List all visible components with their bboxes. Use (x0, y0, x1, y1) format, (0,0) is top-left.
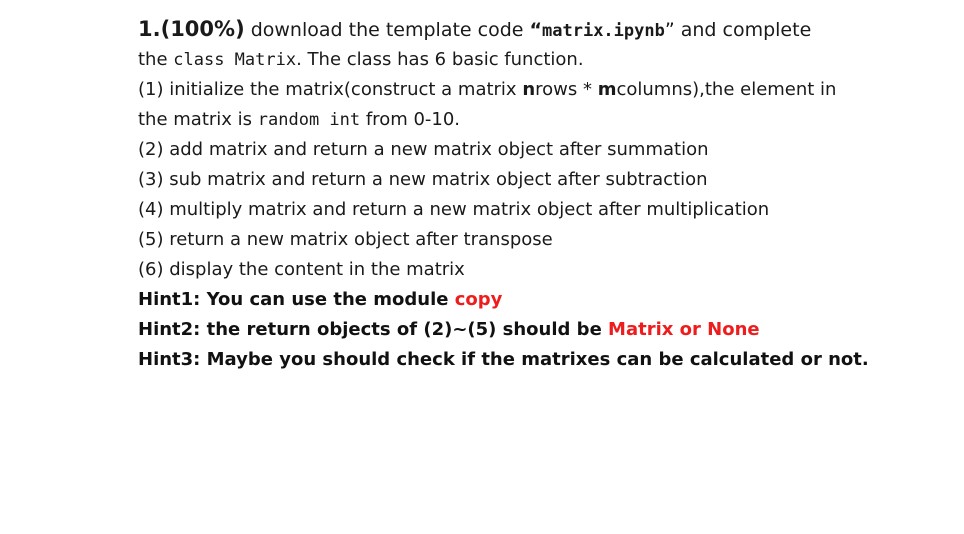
random-int-code: random int (257, 110, 361, 130)
template-filename: matrix.ipynb (542, 21, 665, 41)
open-quote: “ (529, 19, 543, 41)
task-weight: (100%) (160, 17, 245, 41)
class-description-line (138, 45, 928, 75)
hint-3-text: Hint3: Maybe you should check if the matrixes can be calculated or not. (138, 349, 869, 370)
close-quote: ” (664, 19, 675, 41)
hint-3 (138, 345, 928, 375)
class-line-pre: the (138, 49, 174, 70)
class-line-post: . The class has 6 basic function. (296, 49, 584, 70)
item-1-cont-pre: the matrix is (138, 109, 258, 130)
task-number: 1. (138, 17, 161, 41)
item-1-pre: (1) initialize the matrix(construct a matrix (138, 79, 523, 100)
item-1-mid: rows * (535, 79, 598, 100)
hint-2-text: Hint2: the return objects of (2)~(5) should be (138, 319, 609, 340)
hint-1-highlight: copy (454, 289, 503, 310)
item-5-line: (5) return a new matrix object after transpose (138, 229, 553, 250)
item-1-cont-post: from 0-10. (360, 109, 461, 130)
item-3-line: (3) sub matrix and return a new matrix object after subtraction (138, 169, 708, 190)
item-4-line: (4) multiply matrix and return a new matrix object after multiplication (138, 199, 770, 220)
item-1-n: n (522, 79, 536, 100)
item-1-m: m (597, 79, 617, 100)
task-heading (138, 13, 928, 45)
class-name-code: class Matrix (173, 50, 297, 70)
hint-2 (138, 315, 928, 345)
assignment-document (138, 13, 928, 375)
task-intro: download the template code (244, 19, 530, 41)
item-2-line: (2) add matrix and return a new matrix object after summation (138, 139, 709, 160)
item-6-line: (6) display the content in the matrix (138, 259, 465, 280)
hint-2-highlight: Matrix or None (608, 319, 760, 340)
item-1-continuation (138, 105, 928, 135)
item-1-post: columns),the element in (616, 79, 837, 100)
hint-1-text: Hint1: You can use the module (138, 289, 455, 310)
hint-1 (138, 285, 928, 315)
item-1-line (138, 75, 928, 105)
task-intro-end: and complete (674, 19, 812, 41)
